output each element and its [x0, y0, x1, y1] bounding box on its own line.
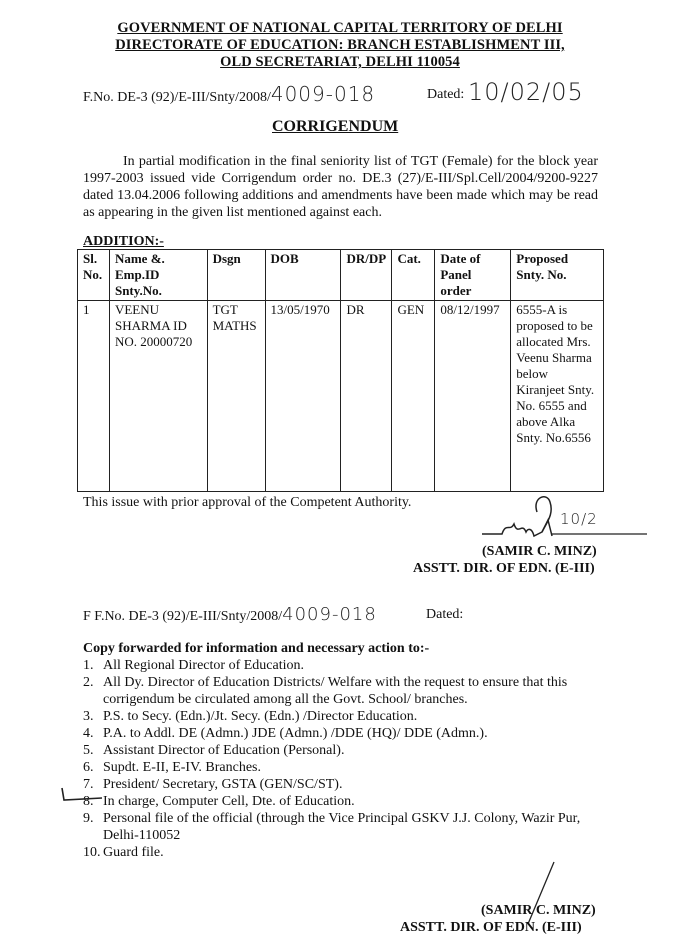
document-title: CORRIGENDUM — [272, 118, 399, 135]
cell-drdp: DR — [341, 301, 392, 492]
header-cat: Cat. — [392, 250, 435, 301]
header-dob: DOB — [265, 250, 341, 301]
cell-name: VEENU SHARMA ID NO. 20000720 — [109, 301, 207, 492]
header-sl: Sl. No. — [78, 250, 110, 301]
signature1-handwritten-date: 10/2 — [560, 510, 598, 528]
file-number-handwritten: 4009-018 — [270, 82, 376, 106]
approval-note: This issue with prior approval of the Competent Authority. — [83, 495, 412, 510]
addition-label: ADDITION:- — [83, 234, 164, 249]
list-item: 2. All Dy. Director of Education Districts/ Welfare with the request to ensure that this corrigendum be circulated among all the Govt. School/ branches. — [83, 675, 568, 707]
list-item: 1. All Regional Director of Education. — [83, 658, 304, 673]
list-item: 10. Guard file. — [83, 845, 164, 860]
dated-label: Dated: — [427, 87, 465, 102]
dated-label-2: Dated: — [426, 607, 464, 622]
signature2-designation: ASSTT. DIR. OF EDN. (E-III) — [400, 920, 582, 935]
header-proposed: Proposed Snty. No. — [511, 250, 604, 301]
list-item: 9. Personal file of the official (through the Vice Principal GSKV J.J. Colony, Wazir Pur, Delhi-110052 — [83, 811, 581, 843]
header-panel: Date of Panel order — [435, 250, 511, 301]
dated-handwritten: 10/02/05 — [468, 78, 584, 106]
list-item: 8. In charge, Computer Cell, Dte. of Education. — [83, 794, 355, 809]
header-address: OLD SECRETARIAT, DELHI 110054 — [220, 54, 460, 70]
header-government: GOVERNMENT OF NATIONAL CAPITAL TERRITORY OF DELHI — [117, 20, 563, 36]
signature1-name: (SAMIR C. MINZ) — [482, 544, 597, 559]
file-number-printed: F.No. DE-3 (92)/E-III/Snty/2008/ — [83, 90, 271, 105]
cell-proposed: 6555-A is proposed to be allocated Mrs. Veenu Sharma below Kiranjeet Snty. No. 6555 and above Alka Snty. No.6556 — [511, 301, 604, 492]
copy-list — [83, 657, 603, 861]
list-item: 7. President/ Secretary, GSTA (GEN/SC/ST). — [83, 777, 343, 792]
signature1-designation: ASSTT. DIR. OF EDN. (E-III) — [413, 561, 595, 576]
file-number-2 — [83, 606, 377, 625]
handwritten-tick-mark — [58, 786, 108, 806]
copy-heading: Copy forwarded for information and necessary action to:- — [83, 641, 430, 656]
table-header-row — [78, 250, 604, 301]
file-number — [83, 82, 376, 106]
list-item: 3. P.S. to Secy. (Edn.)/Jt. Secy. (Edn.) /Director Education. — [83, 709, 418, 724]
list-item: 6. Supdt. E-II, E-IV. Branches. — [83, 760, 261, 775]
list-item: 4. P.A. to Addl. DE (Admn.) JDE (Admn.) /DDE (HQ)/ DDE (Admn.). — [83, 726, 488, 741]
file-number-2-printed: F F.No. DE-3 (92)/E-III/Snty/2008/ — [83, 609, 283, 624]
header-directorate: DIRECTORATE OF EDUCATION: BRANCH ESTABLISHMENT III, — [115, 37, 565, 53]
file-number-2-handwritten: 4009-018 — [282, 604, 377, 625]
header-drdp: DR/DP — [341, 250, 392, 301]
cell-dob: 13/05/1970 — [265, 301, 341, 492]
table-row — [78, 301, 604, 492]
cell-sl: 1 — [78, 301, 110, 492]
header-name: Name &. Emp.ID Snty.No. — [109, 250, 207, 301]
cell-panel: 08/12/1997 — [435, 301, 511, 492]
cell-dsgn: TGT MATHS — [207, 301, 265, 492]
signature2-name: (SAMIR C. MINZ) — [481, 903, 596, 918]
addition-table — [77, 249, 604, 492]
body-paragraph: In partial modification in the final seniority list of TGT (Female) for the block year 1997-2003 issued vide Corrigendum order no. DE.3 (27)/E-III/Spl.Cell/2004/9200-9227 dated 13.04.2006 following additions and amendments have been made which may be read as appearing in the given list mentioned against each. — [83, 154, 598, 220]
list-item: 5. Assistant Director of Education (Personal). — [83, 743, 345, 758]
header-dsgn: Dsgn — [207, 250, 265, 301]
cell-cat: GEN — [392, 301, 435, 492]
